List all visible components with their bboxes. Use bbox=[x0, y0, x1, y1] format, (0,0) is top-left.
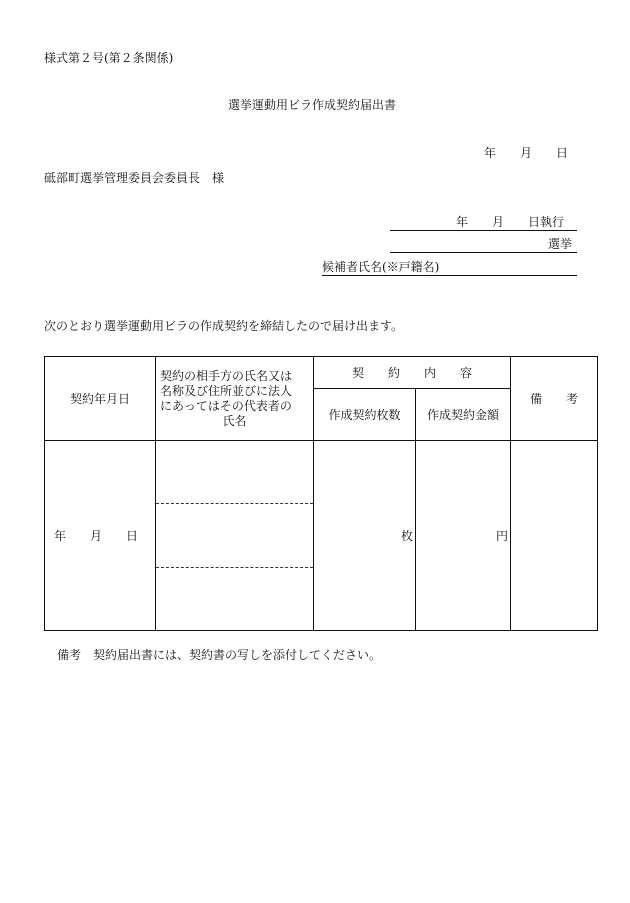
submission-date: 年 月 日 bbox=[484, 146, 569, 160]
amount-unit: 円 bbox=[496, 528, 509, 543]
header-remarks: 備 考 bbox=[511, 357, 598, 441]
counterparty-address-area[interactable] bbox=[156, 504, 313, 567]
contract-date-value: 年 月 日 bbox=[53, 528, 138, 543]
header-counterparty bbox=[156, 357, 314, 441]
header-contract-date: 契約年月日 bbox=[45, 357, 156, 441]
election-label: 選挙 bbox=[548, 237, 573, 251]
document-title: 選挙運動用ビラ作成契約届出書 bbox=[228, 98, 397, 112]
contract-table bbox=[44, 356, 598, 631]
cell-contract-date[interactable] bbox=[45, 441, 156, 631]
candidate-name-label: 候補者氏名(※戸籍名) bbox=[322, 260, 440, 274]
counterparty-name-area[interactable] bbox=[156, 441, 313, 504]
header-contract-details: 契 約 内 容 bbox=[314, 357, 511, 389]
form-number: 様式第２号(第２条関係) bbox=[44, 51, 174, 65]
execution-date-underline bbox=[390, 230, 577, 231]
header-contract-amount: 作成契約金額 bbox=[416, 389, 511, 441]
addressee: 砥部町選挙管理委員会委員長 様 bbox=[44, 171, 225, 185]
header-counterparty-line: 名称及び住所並びに法人 bbox=[160, 383, 293, 398]
header-sheet-count: 作成契約枚数 bbox=[314, 389, 416, 441]
header-counterparty-line: 氏名 bbox=[222, 413, 247, 428]
header-counterparty-line: 契約の相手方の氏名又は bbox=[160, 368, 293, 383]
cell-contract-amount[interactable] bbox=[416, 441, 511, 631]
execution-date: 年 月 日執行 bbox=[456, 215, 565, 229]
header-counterparty-line: にあってはその代表者の bbox=[160, 398, 292, 413]
cell-sheet-count[interactable] bbox=[314, 441, 416, 631]
intro-text: 次のとおり選挙運動用ビラの作成契約を締結したので届け出ます。 bbox=[44, 319, 404, 333]
counterparty-representative-area[interactable] bbox=[156, 568, 313, 630]
sheet-count-unit: 枚 bbox=[400, 528, 413, 543]
cell-counterparty[interactable] bbox=[156, 441, 314, 631]
election-underline bbox=[390, 252, 577, 253]
footnote: 備考 契約届出書には、契約書の写しを添付してください。 bbox=[57, 648, 382, 662]
cell-remarks[interactable] bbox=[511, 441, 598, 631]
candidate-name-underline bbox=[322, 275, 577, 276]
